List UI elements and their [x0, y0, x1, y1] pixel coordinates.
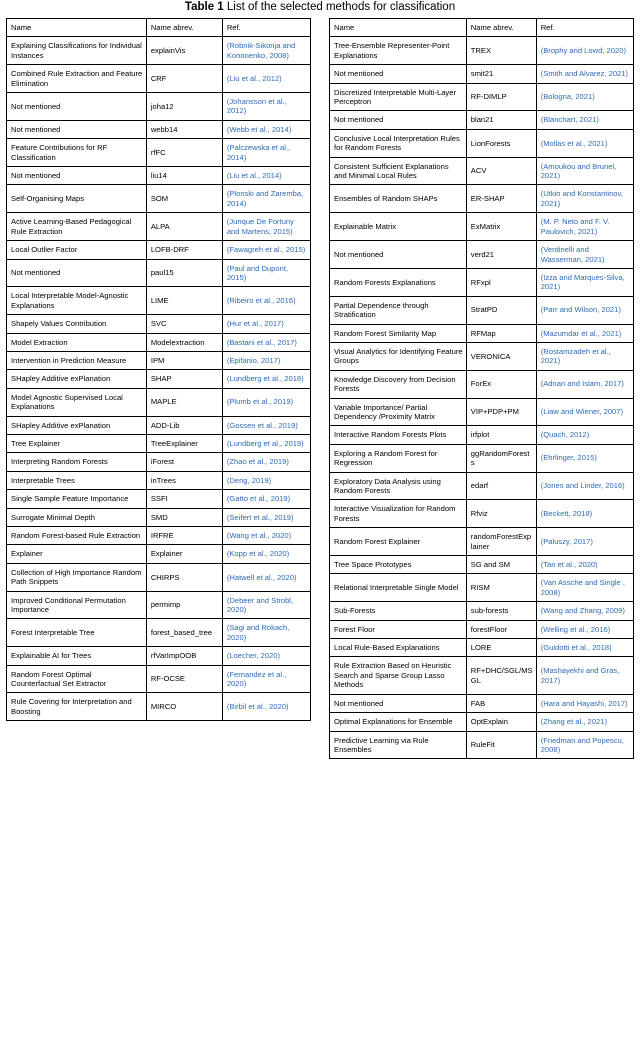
table-row [330, 500, 634, 528]
table-header-row [7, 19, 311, 37]
methods-table-left [6, 18, 311, 721]
method-reference-cell[interactable]: (Fernandez et al., 2020) [222, 665, 310, 693]
table-row [7, 416, 311, 434]
method-reference-cell[interactable]: (Smith and Alvarez, 2021) [536, 65, 633, 83]
method-reference-cell[interactable]: (M. P. Neto and F. V. Paulovich, 2021) [536, 213, 633, 241]
method-name-cell: Improved Conditional Permutation Importance [7, 591, 147, 619]
method-name-cell: Tree Space Prototypes [330, 556, 467, 574]
method-name-cell: Random Forest-based Rule Extraction [7, 527, 147, 545]
table-row [330, 620, 634, 638]
method-name-cell: Surrogate Minimal Depth [7, 508, 147, 526]
table-row [7, 693, 311, 721]
method-abrev-cell: Rfviz [466, 500, 536, 528]
method-abrev-cell: OptExplain [466, 713, 536, 731]
method-abrev-cell: ggRandomForests [466, 444, 536, 472]
method-name-cell: Random Forest Explainer [330, 528, 467, 556]
table-row [7, 388, 311, 416]
header-ref: Ref. [536, 19, 633, 37]
method-abrev-cell: forestFloor [466, 620, 536, 638]
table-row [330, 296, 634, 324]
method-name-cell: Explaining Classifications for Individual Instances [7, 37, 147, 65]
method-abrev-cell: irfplot [466, 426, 536, 444]
method-name-cell: Intervention in Prediction Measure [7, 351, 147, 369]
method-abrev-cell: ADD-Lib [146, 416, 222, 434]
method-name-cell: Conclusive Local Interpretation Rules for Random Forests [330, 129, 467, 157]
method-abrev-cell: VERONICA [466, 342, 536, 370]
method-abrev-cell: RISM [466, 574, 536, 602]
table-row [330, 713, 634, 731]
method-name-cell: Not mentioned [330, 111, 467, 129]
method-name-cell: Rule Covering for Interpretation and Boosting [7, 693, 147, 721]
method-abrev-cell: ExMatrix [466, 213, 536, 241]
method-reference-cell[interactable]: (Paluszy, 2017) [536, 528, 633, 556]
method-abrev-cell: verd21 [466, 241, 536, 269]
table-row [7, 139, 311, 167]
table-row [7, 591, 311, 619]
table-row [7, 93, 311, 121]
method-name-cell: Forest Interpretable Tree [7, 619, 147, 647]
header-name: Name [330, 19, 467, 37]
method-abrev-cell: SVC [146, 315, 222, 333]
method-name-cell: Not mentioned [7, 167, 147, 185]
method-reference-cell[interactable]: (Lundberg et al., 2018) [222, 370, 310, 388]
method-reference-cell[interactable]: (Webb et al., 2014) [222, 120, 310, 138]
method-abrev-cell: SG and SM [466, 556, 536, 574]
table-row [7, 333, 311, 351]
method-abrev-cell: ACV [466, 157, 536, 185]
method-reference-cell[interactable]: (Wang et al., 2020) [222, 527, 310, 545]
method-reference-cell[interactable]: (Zhao et al., 2019) [222, 453, 310, 471]
method-reference-cell[interactable]: (Palczewska et al., 2014) [222, 139, 310, 167]
method-abrev-cell: LOFB-DRF [146, 241, 222, 259]
method-reference-cell[interactable]: (Izza and Marques-Silva, 2021) [536, 268, 633, 296]
caption-number: Table 1 [184, 1, 224, 13]
method-name-cell: Relational Interpretable Single Model [330, 574, 467, 602]
table-row [330, 111, 634, 129]
method-name-cell: Partial Dependence through Stratification [330, 296, 467, 324]
table-row [7, 434, 311, 452]
table-row [7, 351, 311, 369]
method-abrev-cell: rfFC [146, 139, 222, 167]
right-column [329, 18, 634, 759]
method-abrev-cell: FAB [466, 694, 536, 712]
method-name-cell: Collection of High Importance Random Path Snippets [7, 563, 147, 591]
table-row [330, 37, 634, 65]
header-name: Name [7, 19, 147, 37]
method-abrev-cell: webb14 [146, 120, 222, 138]
method-name-cell: Exploratory Data Analysis using Random Forests [330, 472, 467, 500]
table-row [330, 268, 634, 296]
method-name-cell: Self-Organising Maps [7, 185, 147, 213]
left-column [6, 18, 311, 759]
table-row [7, 545, 311, 563]
method-abrev-cell: iForest [146, 453, 222, 471]
method-name-cell: Random Forest Optimal Counterfactual Set Extractor [7, 665, 147, 693]
method-name-cell: Consistent Sufficient Explanations and Minimal Local Rules [330, 157, 467, 185]
method-reference-cell[interactable]: (Utkin and Konstantinov, 2021) [536, 185, 633, 213]
table-row [330, 426, 634, 444]
method-abrev-cell: LionForests [466, 129, 536, 157]
method-abrev-cell: liu14 [146, 167, 222, 185]
table-caption [0, 0, 640, 14]
method-abrev-cell: LORE [466, 639, 536, 657]
table-row [7, 619, 311, 647]
table-row [7, 167, 311, 185]
method-name-cell: Not mentioned [7, 93, 147, 121]
method-reference-cell[interactable]: (Hur et al., 2017) [222, 315, 310, 333]
method-reference-cell[interactable]: (Gossen et al., 2019) [222, 416, 310, 434]
method-reference-cell[interactable]: (Bastani et al., 2017) [222, 333, 310, 351]
method-reference-cell[interactable]: (Tan et al., 2020) [536, 556, 633, 574]
method-abrev-cell: edarf [466, 472, 536, 500]
table-row [330, 83, 634, 111]
method-abrev-cell: IPM [146, 351, 222, 369]
table-row [330, 324, 634, 342]
table-row [330, 694, 634, 712]
table-row [330, 556, 634, 574]
methods-table-right [329, 18, 634, 759]
header-abrev: Name abrev. [146, 19, 222, 37]
table-row [7, 453, 311, 471]
table-row [330, 472, 634, 500]
method-reference-cell[interactable]: (Seifert et al., 2019) [222, 508, 310, 526]
method-reference-cell[interactable]: (Jones and Linder, 2016) [536, 472, 633, 500]
method-name-cell: Exploring a Random Forest for Regression [330, 444, 467, 472]
method-reference-cell[interactable]: (Liaw and Wiener, 2007) [536, 398, 633, 426]
method-reference-cell[interactable]: (Ehrlinger, 2015) [536, 444, 633, 472]
method-abrev-cell: Explainer [146, 545, 222, 563]
method-name-cell: Explainer [7, 545, 147, 563]
method-abrev-cell: rfVarImpOOB [146, 647, 222, 665]
method-abrev-cell: blan21 [466, 111, 536, 129]
method-reference-cell[interactable]: (Birbil et al., 2020) [222, 693, 310, 721]
table-row [330, 65, 634, 83]
method-reference-cell[interactable]: (Lundberg et al., 2019) [222, 434, 310, 452]
method-name-cell: Model Agnostic Supervised Local Explanations [7, 388, 147, 416]
method-abrev-cell: StratPD [466, 296, 536, 324]
table-row [7, 490, 311, 508]
method-abrev-cell: SMD [146, 508, 222, 526]
method-name-cell: Explainable AI for Trees [7, 647, 147, 665]
method-reference-cell[interactable]: (Welling et al., 2016) [536, 620, 633, 638]
method-name-cell: Not mentioned [7, 120, 147, 138]
method-reference-cell[interactable]: (Beckett, 2018) [536, 500, 633, 528]
table-row [330, 213, 634, 241]
method-name-cell: Not mentioned [330, 694, 467, 712]
method-reference-cell[interactable]: (Adnan and Islam, 2017) [536, 370, 633, 398]
method-abrev-cell: TreeExplainer [146, 434, 222, 452]
method-name-cell: Knowledge Discovery from Decision Forests [330, 370, 467, 398]
method-name-cell: Predictive Learning via Rule Ensembles [330, 731, 467, 759]
method-reference-cell[interactable]: (Parr and Wilson, 2021) [536, 296, 633, 324]
method-name-cell: Model Extraction [7, 333, 147, 351]
table-row [7, 471, 311, 489]
method-reference-cell[interactable]: (Fawagreh et al., 2015) [222, 241, 310, 259]
table-row [330, 657, 634, 694]
method-name-cell: Active Learning-Based Pedagogical Rule Extraction [7, 213, 147, 241]
method-reference-cell[interactable]: (Hara and Hayashi, 2017) [536, 694, 633, 712]
method-abrev-cell: sub-forests [466, 602, 536, 620]
method-abrev-cell: smit21 [466, 65, 536, 83]
method-abrev-cell: VIP+PDP+PM [466, 398, 536, 426]
method-abrev-cell: IRFRE [146, 527, 222, 545]
table-row [7, 647, 311, 665]
method-abrev-cell: RF+DHC/SGL/MSGL [466, 657, 536, 694]
method-reference-cell[interactable]: (Zhang et al., 2021) [536, 713, 633, 731]
caption-text: List of the selected methods for classification [226, 1, 456, 13]
method-name-cell: Local Interpretable Model-Agnostic Explanations [7, 287, 147, 315]
table-row [330, 370, 634, 398]
method-name-cell: Variable Importance/ Partial Dependency /Proximity Matrix [330, 398, 467, 426]
table-header-row [330, 19, 634, 37]
header-ref: Ref. [222, 19, 310, 37]
method-abrev-cell: SHAP [146, 370, 222, 388]
method-reference-cell[interactable]: (Blanchart, 2021) [536, 111, 633, 129]
table-row [7, 37, 311, 65]
table-row [330, 731, 634, 759]
method-name-cell: Interactive Visualization for Random Forests [330, 500, 467, 528]
method-name-cell: Sub-Forests [330, 602, 467, 620]
method-abrev-cell: RuleFit [466, 731, 536, 759]
method-name-cell: Shapely Values Contribution [7, 315, 147, 333]
method-abrev-cell: TREX [466, 37, 536, 65]
method-reference-cell[interactable]: (Junque De Fortuny and Martens, 2015) [222, 213, 310, 241]
method-abrev-cell: ForEx [466, 370, 536, 398]
method-reference-cell[interactable]: (Guidotti et al., 2018) [536, 639, 633, 657]
method-name-cell: Visual Analytics for Identifying Feature Groups [330, 342, 467, 370]
method-reference-cell[interactable]: (Mashayekhi and Gras, 2017) [536, 657, 633, 694]
method-reference-cell[interactable]: (Robnik-Sikonja and Kononenko, 2008) [222, 37, 310, 65]
method-reference-cell[interactable]: (Mazumdar et al., 2021) [536, 324, 633, 342]
method-abrev-cell: forest_based_tree [146, 619, 222, 647]
method-reference-cell[interactable]: (Amoukou and Brunel, 2021) [536, 157, 633, 185]
method-reference-cell[interactable]: (Gatto et al., 2019) [222, 490, 310, 508]
method-name-cell: Interactive Random Forests Plots [330, 426, 467, 444]
method-abrev-cell: randomForestExplainer [466, 528, 536, 556]
table-row [330, 528, 634, 556]
method-name-cell: Tree-Ensemble Representer-Point Explanations [330, 37, 467, 65]
method-reference-cell[interactable]: (Debeer and Strobl, 2020) [222, 591, 310, 619]
method-abrev-cell: paul15 [146, 259, 222, 287]
method-reference-cell[interactable]: (Mollas et al., 2021) [536, 129, 633, 157]
method-reference-cell[interactable]: (Bologna, 2021) [536, 83, 633, 111]
table-row [330, 398, 634, 426]
table-columns [0, 18, 640, 759]
method-reference-cell[interactable]: (Liu et al., 2012) [222, 65, 310, 93]
method-reference-cell[interactable]: (Paul and Dupont, 2015) [222, 259, 310, 287]
method-abrev-cell: RF-OCSE [146, 665, 222, 693]
method-name-cell: Not mentioned [7, 259, 147, 287]
method-reference-cell[interactable]: (Plonski and Zaremba, 2014) [222, 185, 310, 213]
method-name-cell: Interpretable Trees [7, 471, 147, 489]
method-name-cell: Local Rule-Based Explanations [330, 639, 467, 657]
method-abrev-cell: permimp [146, 591, 222, 619]
method-name-cell: Rule Extraction Based on Heuristic Search and Sparse Group Lasso Methods [330, 657, 467, 694]
table-row [330, 129, 634, 157]
method-name-cell: SHapley Additive exPlanation [7, 416, 147, 434]
table-row [7, 370, 311, 388]
method-name-cell: Forest Floor [330, 620, 467, 638]
table-row [7, 287, 311, 315]
method-name-cell: Local Outlier Factor [7, 241, 147, 259]
method-reference-cell[interactable]: (Brophy and Lowd, 2020) [536, 37, 633, 65]
method-abrev-cell: Modelextraction [146, 333, 222, 351]
method-name-cell: Optimal Explanations for Ensemble [330, 713, 467, 731]
method-name-cell: Interpreting Random Forests [7, 453, 147, 471]
method-reference-cell[interactable]: (Sagi and Rokach, 2020) [222, 619, 310, 647]
method-name-cell: Discretized Interpretable Multi-Layer Perceptron [330, 83, 467, 111]
table-row [330, 444, 634, 472]
table-row [7, 315, 311, 333]
method-abrev-cell: inTrees [146, 471, 222, 489]
method-reference-cell[interactable]: (Ribeiro et al., 2016) [222, 287, 310, 315]
table-row [7, 241, 311, 259]
method-reference-cell[interactable]: (Wang and Zhang, 2009) [536, 602, 633, 620]
method-abrev-cell: RF-DIMLP [466, 83, 536, 111]
table-row [7, 527, 311, 545]
method-name-cell: Tree Explainer [7, 434, 147, 452]
table-row [330, 241, 634, 269]
method-name-cell: Not mentioned [330, 241, 467, 269]
method-reference-cell[interactable]: (Quach, 2012) [536, 426, 633, 444]
method-reference-cell[interactable]: (Plumb et al., 2019) [222, 388, 310, 416]
method-reference-cell[interactable]: (Loecher, 2020) [222, 647, 310, 665]
method-reference-cell[interactable]: (Epifanio, 2017) [222, 351, 310, 369]
table-row [7, 120, 311, 138]
method-abrev-cell: RFMap [466, 324, 536, 342]
table-row [7, 508, 311, 526]
table-row [7, 665, 311, 693]
method-name-cell: Random Forests Explanations [330, 268, 467, 296]
method-reference-cell[interactable]: (Hatwell et al., 2020) [222, 563, 310, 591]
method-abrev-cell: MAPLE [146, 388, 222, 416]
header-abrev: Name abrev. [466, 19, 536, 37]
method-abrev-cell: joha12 [146, 93, 222, 121]
table-row [7, 213, 311, 241]
method-abrev-cell: RFxpl [466, 268, 536, 296]
table-row [330, 342, 634, 370]
table-row [330, 602, 634, 620]
method-name-cell: Random Forest Similarity Map [330, 324, 467, 342]
method-abrev-cell: MIRCO [146, 693, 222, 721]
method-name-cell: SHapley Additive exPlanation [7, 370, 147, 388]
method-reference-cell[interactable]: (Rostamzadeh et al., 2021) [536, 342, 633, 370]
method-name-cell: Combined Rule Extraction and Feature Elimination [7, 65, 147, 93]
method-name-cell: Single Sample Feature Importance [7, 490, 147, 508]
table-row [7, 65, 311, 93]
method-abrev-cell: CRF [146, 65, 222, 93]
method-reference-cell[interactable]: (Liu et al., 2014) [222, 167, 310, 185]
method-abrev-cell: ER-SHAP [466, 185, 536, 213]
table-row [330, 639, 634, 657]
table-row [330, 157, 634, 185]
method-name-cell: Feature Contributions for RF Classification [7, 139, 147, 167]
method-reference-cell[interactable]: (Johansson et al., 2012) [222, 93, 310, 121]
method-abrev-cell: CHIRPS [146, 563, 222, 591]
method-abrev-cell: LIME [146, 287, 222, 315]
table-row [7, 185, 311, 213]
method-name-cell: Explainable Matrix [330, 213, 467, 241]
method-name-cell: Ensembles of Random SHAPs [330, 185, 467, 213]
method-name-cell: Not mentioned [330, 65, 467, 83]
table-row [330, 574, 634, 602]
method-reference-cell[interactable]: (Deng, 2019) [222, 471, 310, 489]
method-reference-cell[interactable]: (Verdinelli and Wasserman, 2021) [536, 241, 633, 269]
method-abrev-cell: explainVis [146, 37, 222, 65]
method-abrev-cell: ALPA [146, 213, 222, 241]
method-reference-cell[interactable]: (Kopp et al., 2020) [222, 545, 310, 563]
table-row [7, 563, 311, 591]
method-reference-cell[interactable]: (Van Assche and Single , 2008) [536, 574, 633, 602]
method-abrev-cell: SOM [146, 185, 222, 213]
table-row [7, 259, 311, 287]
method-abrev-cell: SSFI [146, 490, 222, 508]
table-row [330, 185, 634, 213]
method-reference-cell[interactable]: (Friedman and Popescu, 2008) [536, 731, 633, 759]
